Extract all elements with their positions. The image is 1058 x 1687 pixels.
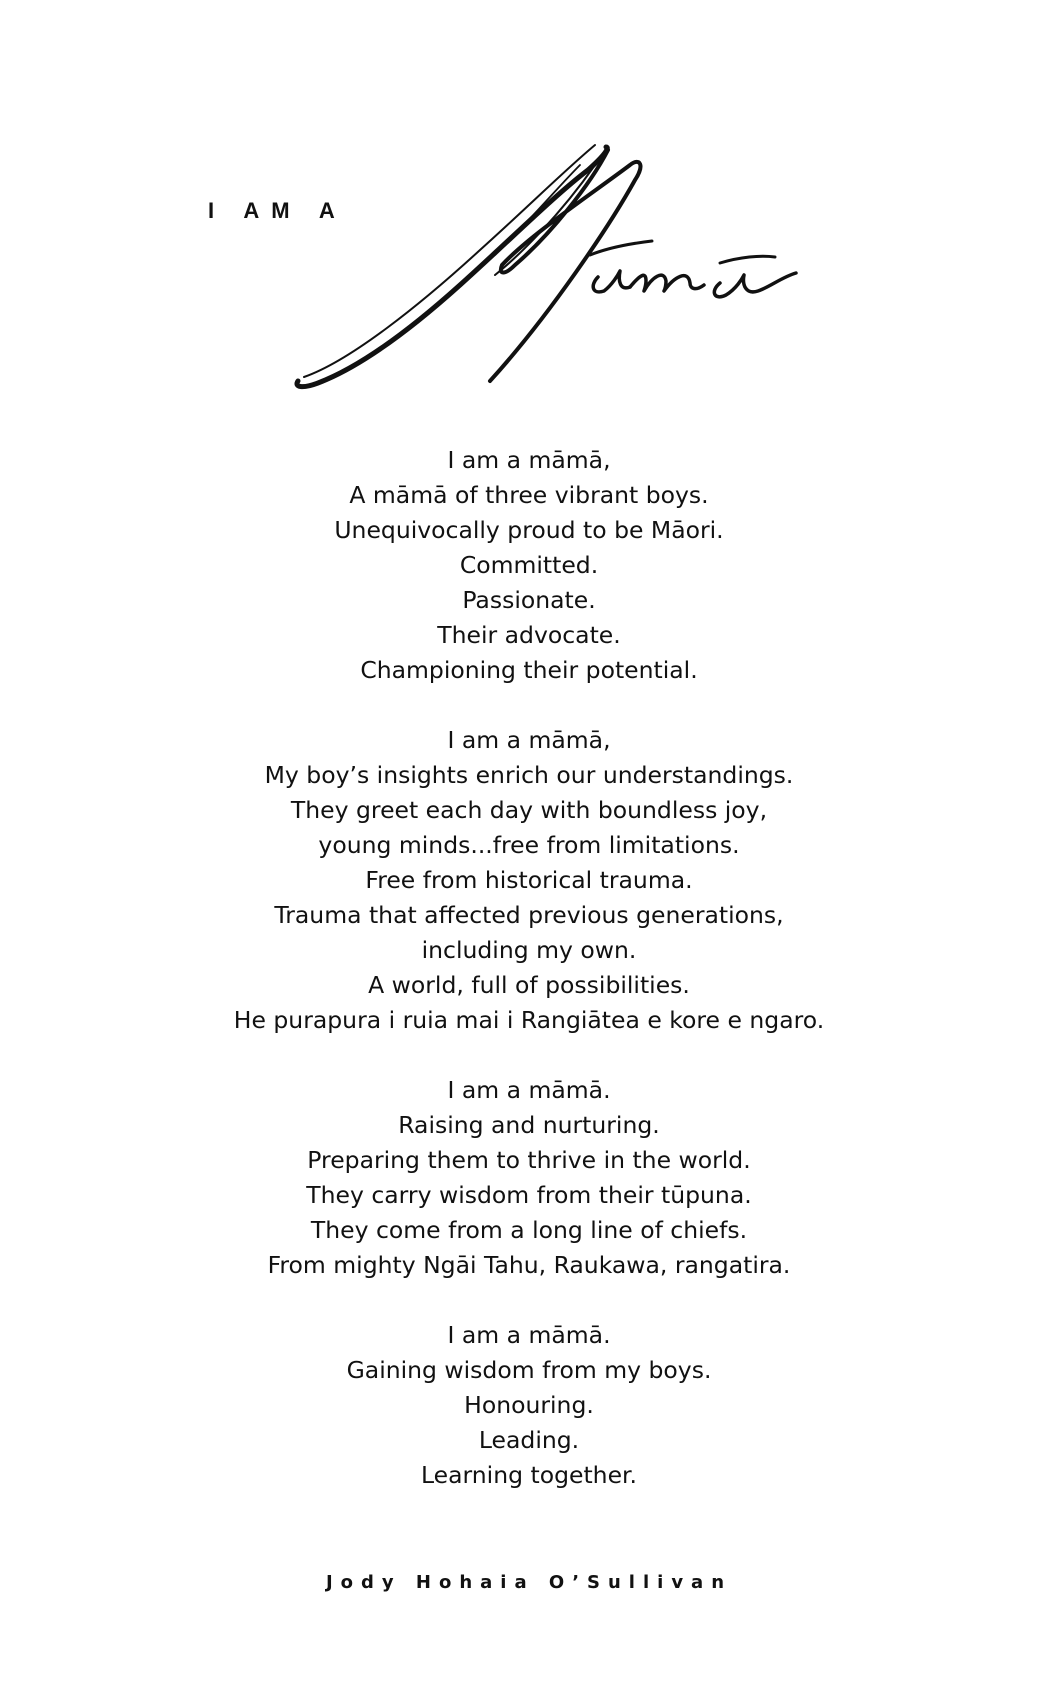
title-prefix: I AM A xyxy=(208,198,347,223)
poem-line: They greet each day with boundless joy, xyxy=(290,796,768,824)
poem-line: I am a māmā, xyxy=(447,446,611,474)
poem-line: I am a māmā. xyxy=(447,1076,611,1104)
poem-line: Leading. xyxy=(478,1426,580,1454)
poem-line: Trauma that affected previous generations, xyxy=(274,901,784,929)
poem-line: Preparing them to thrive in the world. xyxy=(307,1146,751,1174)
poem-line: young minds...free from limitations. xyxy=(318,831,740,859)
poem-line: including my own. xyxy=(421,936,637,964)
stanza-1 xyxy=(0,443,1058,688)
poem-line: A māmā of three vibrant boys. xyxy=(349,481,709,509)
poem-line: Committed. xyxy=(459,551,599,579)
poem-line: Raising and nurturing. xyxy=(398,1111,660,1139)
poem-line: Passionate. xyxy=(462,586,596,614)
poem-line: Free from historical trauma. xyxy=(365,866,693,894)
script-title-mama xyxy=(290,125,870,425)
poem-line: Honouring. xyxy=(464,1391,594,1419)
author-signature: Jody Hohaia O’Sullivan xyxy=(325,1572,733,1593)
poem-line: Their advocate. xyxy=(437,621,621,649)
poem-body xyxy=(0,443,1058,1528)
poem-line: A world, full of possibilities. xyxy=(368,971,690,999)
stanza-4 xyxy=(0,1318,1058,1493)
poem-line: He purapura i ruia mai i Rangiātea e kore e ngaro. xyxy=(233,1006,825,1034)
poem-line: My boy’s insights enrich our understandings. xyxy=(264,761,794,789)
poem-line: I am a māmā. xyxy=(447,1321,611,1349)
poem-line: They come from a long line of chiefs. xyxy=(310,1216,748,1244)
script-lettering-graphic xyxy=(290,125,870,425)
poem-line: I am a māmā, xyxy=(447,726,611,754)
stanza-2 xyxy=(0,723,1058,1038)
poem-line: They carry wisdom from their tūpuna. xyxy=(306,1181,752,1209)
stanza-3 xyxy=(0,1073,1058,1283)
poem-line: From mighty Ngāi Tahu, Raukawa, rangatira. xyxy=(267,1251,791,1279)
poem-line: Learning together. xyxy=(421,1461,637,1489)
poem-line: Unequivocally proud to be Māori. xyxy=(334,516,724,544)
poem-line: Championing their potential. xyxy=(360,656,698,684)
poem-line: Gaining wisdom from my boys. xyxy=(346,1356,712,1384)
